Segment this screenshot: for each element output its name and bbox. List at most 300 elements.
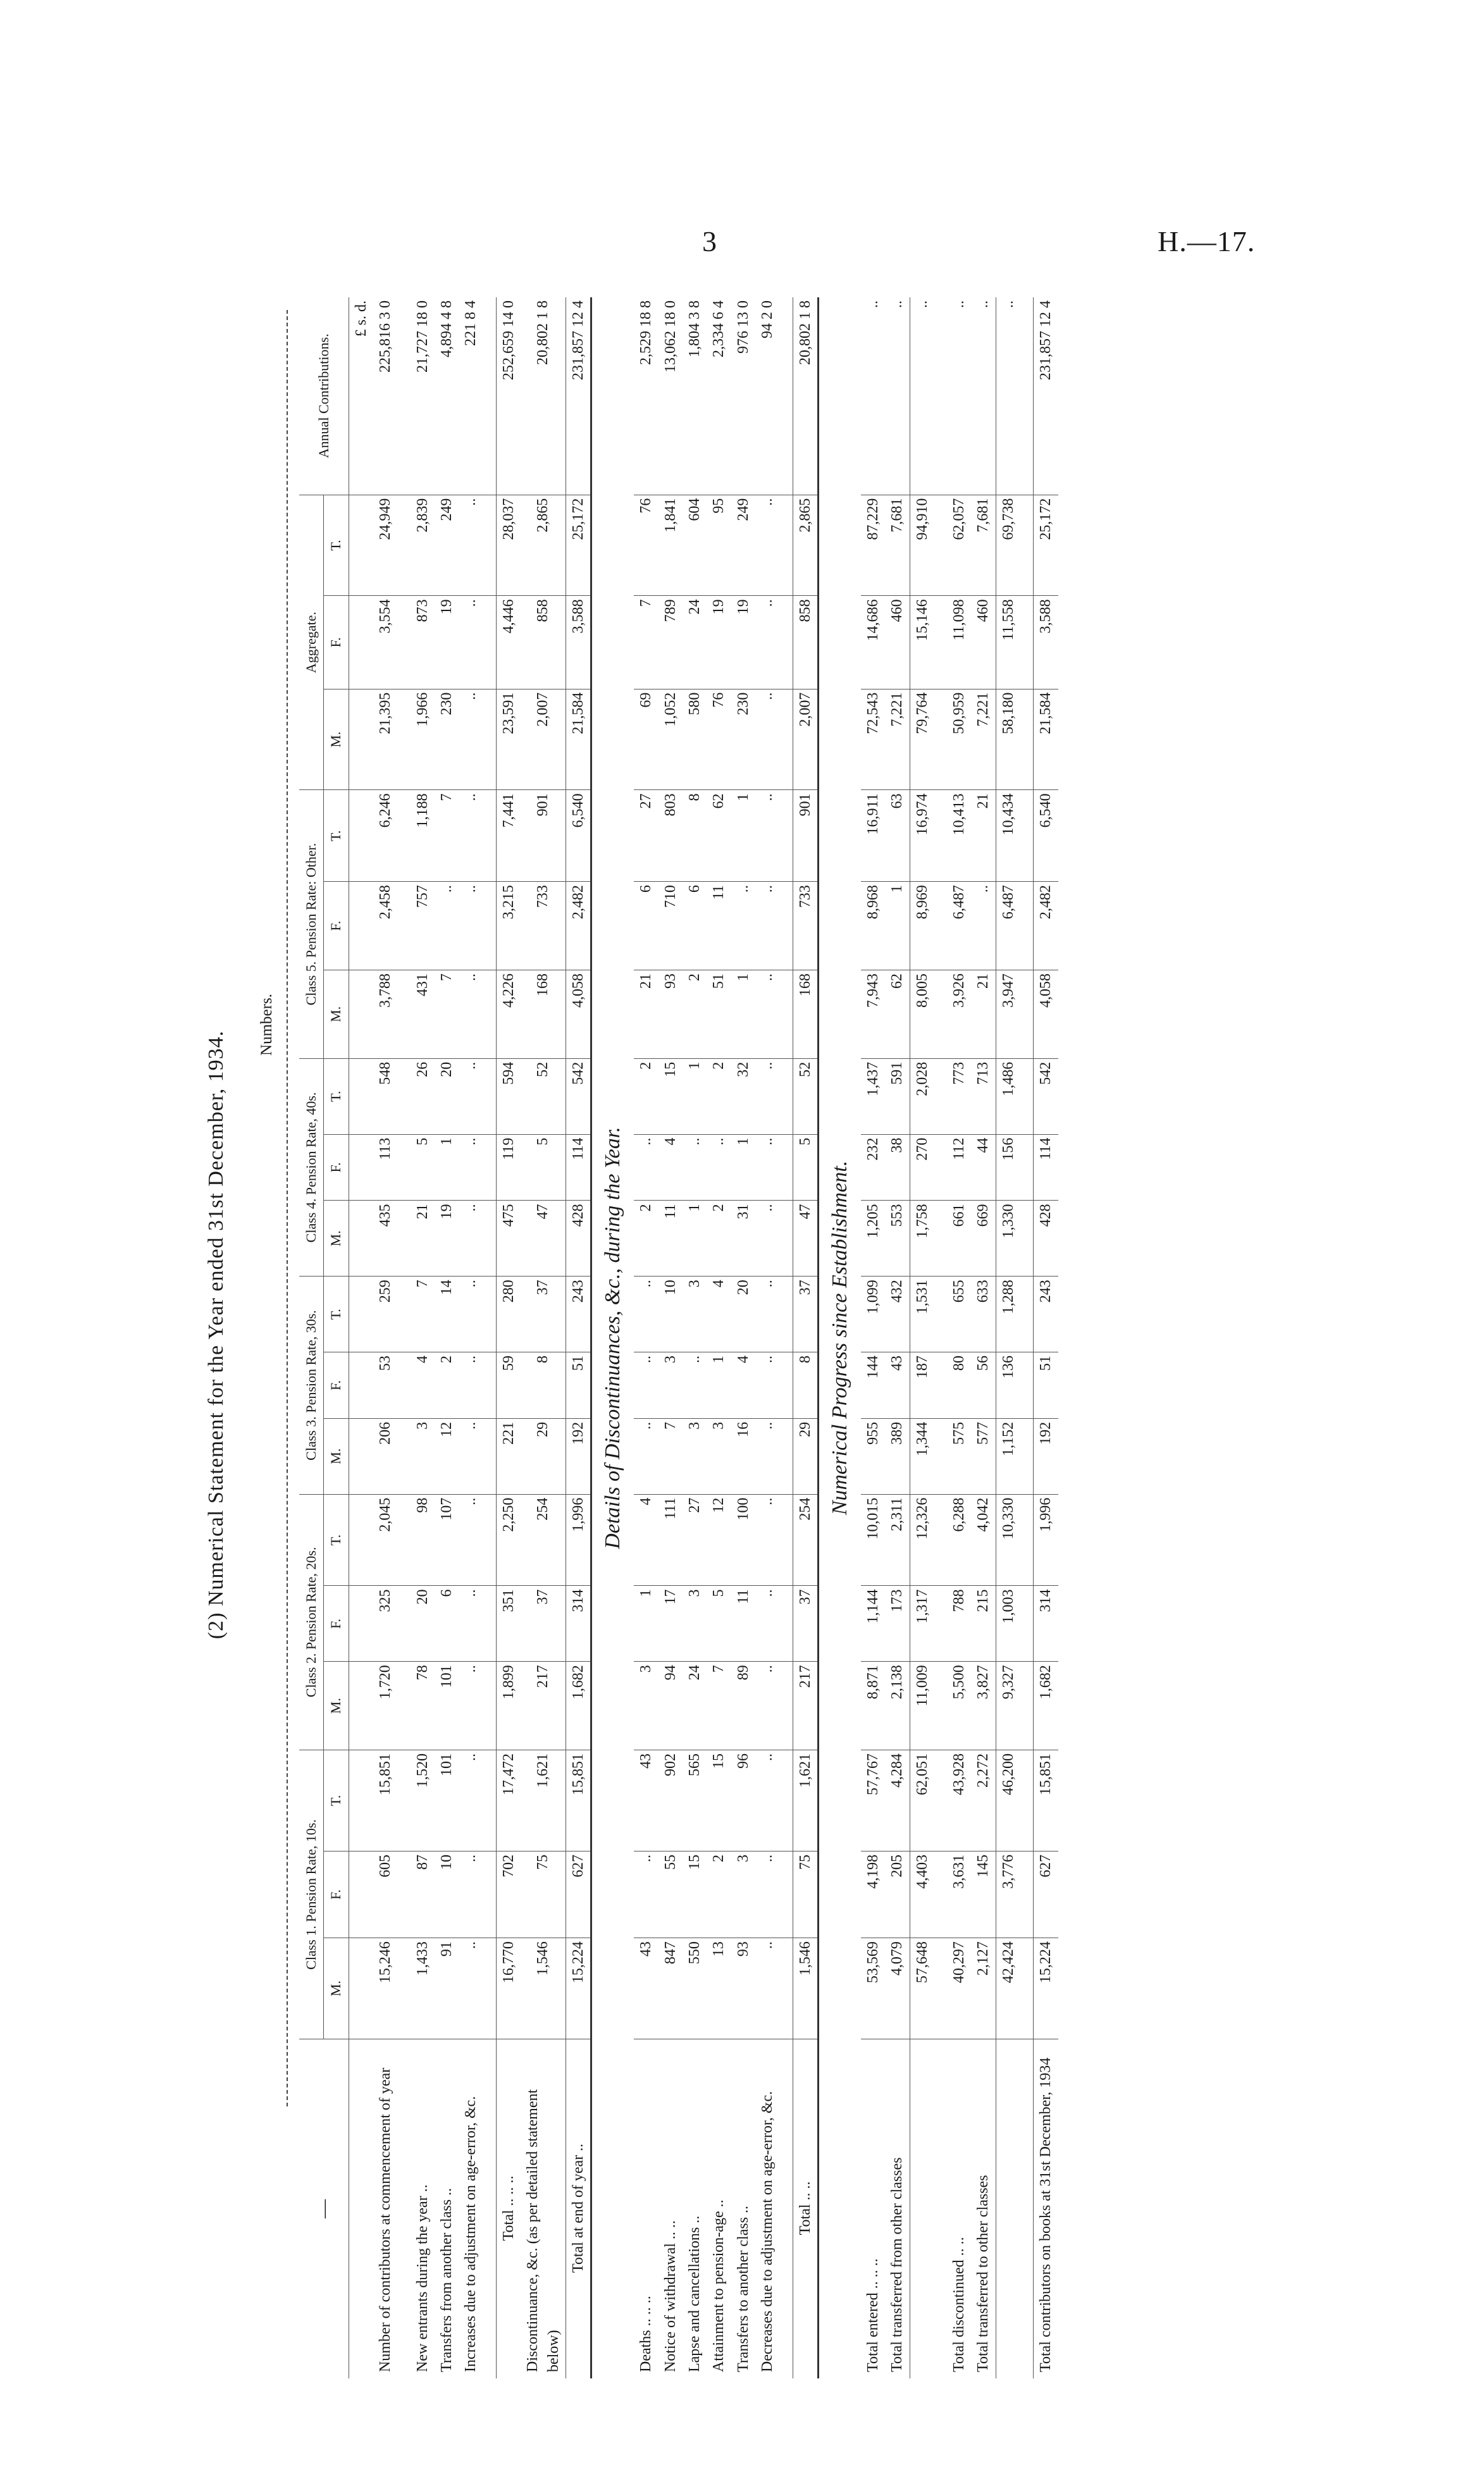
spacer-row: [483, 297, 497, 2378]
value-cell: 19: [435, 1201, 459, 1277]
header-f: F.: [324, 1352, 349, 1419]
table-row-details-total: [793, 297, 818, 2378]
value-cell: 37: [793, 1586, 818, 1662]
value-cell: 37: [793, 1277, 818, 1352]
value-cell: 205: [885, 1851, 910, 1938]
value-cell: 3,588: [566, 596, 591, 689]
value-cell: 32: [731, 1058, 755, 1134]
value-cell: 37: [521, 1586, 566, 1662]
value-cell: ..: [755, 1058, 779, 1134]
value-cell: 7,943: [861, 970, 885, 1058]
value-cell: 2: [707, 1058, 731, 1134]
value-cell: 17: [659, 1586, 683, 1662]
value-cell: 75: [521, 1851, 566, 1938]
table-row-lapse: [683, 297, 707, 2378]
value-cell: 12: [707, 1494, 731, 1586]
value-cell: ..: [755, 1352, 779, 1419]
value-cell: 136: [996, 1352, 1020, 1419]
contribution-cell: 231,857 12 4: [1034, 297, 1058, 495]
table-row-withdrawal: [659, 297, 683, 2378]
value-cell: 4,058: [566, 970, 591, 1058]
row-label: New entrants during the year ..: [414, 2184, 431, 2372]
value-cell: 14: [435, 1277, 459, 1352]
header-m: M.: [324, 1418, 349, 1494]
row-label: Total at end of year ..: [566, 2039, 591, 2378]
header-m: M.: [324, 1662, 349, 1750]
value-cell: 1,003: [996, 1586, 1020, 1662]
value-cell: ..: [755, 1277, 779, 1352]
value-cell: ..: [683, 1134, 707, 1201]
contribution-cell: 4,894 4 8: [435, 297, 459, 495]
contribution-cell: 221 8 4: [459, 297, 483, 495]
header-t: T.: [324, 1058, 349, 1134]
value-cell: 710: [659, 882, 683, 970]
value-cell: 12: [435, 1418, 459, 1494]
value-cell: 475: [496, 1201, 521, 1277]
value-cell: 80: [947, 1352, 971, 1419]
value-cell: 2: [435, 1352, 459, 1419]
value-cell: ..: [755, 970, 779, 1058]
value-cell: 3: [683, 1277, 707, 1352]
value-cell: 232: [861, 1134, 885, 1201]
value-cell: 53: [373, 1352, 397, 1419]
value-cell: 31: [731, 1201, 755, 1277]
value-cell: 15: [707, 1750, 731, 1852]
contribution-cell: ..: [947, 297, 971, 495]
value-cell: 230: [731, 689, 755, 790]
value-cell: 901: [793, 790, 818, 882]
value-cell: 1: [634, 1586, 658, 1662]
value-cell: 1,758: [910, 1201, 934, 1277]
value-cell: 15: [659, 1058, 683, 1134]
value-cell: 69: [634, 689, 658, 790]
value-cell: ..: [459, 1201, 483, 1277]
value-cell: 47: [793, 1201, 818, 1277]
value-cell: 19: [435, 596, 459, 689]
value-cell: 435: [373, 1201, 397, 1277]
value-cell: 38: [885, 1134, 910, 1201]
row-label: Total entered .. .. ..: [864, 2258, 881, 2372]
value-cell: ..: [755, 1750, 779, 1852]
value-cell: 542: [566, 1058, 591, 1134]
value-cell: 55: [659, 1851, 683, 1938]
value-cell: ..: [459, 1058, 483, 1134]
value-cell: 8,005: [910, 970, 934, 1058]
value-cell: 1,486: [996, 1058, 1020, 1134]
section-heading: Numerical Progress since Establishment.: [818, 297, 860, 2378]
value-cell: 79,764: [910, 689, 934, 790]
value-cell: 1: [435, 1134, 459, 1201]
value-cell: 6: [634, 882, 658, 970]
row-label: Lapse and cancellations ..: [686, 2215, 703, 2372]
value-cell: 63: [885, 790, 910, 882]
spacer-row: [1020, 297, 1034, 2378]
value-cell: 580: [683, 689, 707, 790]
value-cell: 21,584: [1034, 689, 1058, 790]
value-cell: 3,926: [947, 970, 971, 1058]
value-cell: 2: [634, 1201, 658, 1277]
value-cell: 460: [971, 596, 996, 689]
value-cell: 901: [521, 790, 566, 882]
table-row-transfers-to: [731, 297, 755, 2378]
document-reference: H.—17.: [1158, 225, 1256, 257]
value-cell: 4: [634, 1494, 658, 1586]
value-cell: 1,546: [793, 1938, 818, 2039]
value-cell: 325: [373, 1586, 397, 1662]
value-cell: 789: [659, 596, 683, 689]
value-cell: 2,311: [885, 1494, 910, 1586]
numerical-statement: [204, 291, 1280, 2378]
row-label: Total discontinued .. ..: [950, 2237, 967, 2372]
value-cell: ..: [459, 1750, 483, 1852]
value-cell: 192: [566, 1418, 591, 1494]
value-cell: ..: [459, 882, 483, 970]
value-cell: 431: [411, 970, 435, 1058]
value-cell: 7,221: [885, 689, 910, 790]
value-cell: 10,330: [996, 1494, 1020, 1586]
value-cell: 1,531: [910, 1277, 934, 1352]
value-cell: 858: [793, 596, 818, 689]
table-row-attainment: [707, 297, 731, 2378]
value-cell: 1,144: [861, 1586, 885, 1662]
table-row-deaths: [634, 297, 658, 2378]
value-cell: 23,591: [496, 689, 521, 790]
value-cell: 5,500: [947, 1662, 971, 1750]
value-cell: 1,433: [411, 1938, 435, 2039]
value-cell: 733: [521, 882, 566, 970]
value-cell: 1,330: [996, 1201, 1020, 1277]
table-row-total-entered: [861, 297, 885, 2378]
table-row-transferred-from: [885, 297, 910, 2378]
value-cell: 3,631: [947, 1851, 971, 1938]
value-cell: 702: [496, 1851, 521, 1938]
header-row-classes: [299, 297, 324, 2378]
value-cell: 21: [411, 1201, 435, 1277]
value-cell: ..: [459, 596, 483, 689]
spacer-row: [934, 297, 947, 2378]
lsd-label: £ s. d.: [349, 297, 373, 495]
value-cell: 62: [885, 970, 910, 1058]
value-cell: ..: [459, 1662, 483, 1750]
value-cell: 3: [659, 1352, 683, 1419]
value-cell: 1,996: [566, 1494, 591, 1586]
value-cell: ..: [755, 882, 779, 970]
header-m: M.: [324, 689, 349, 790]
row-label: Transfers to another class ..: [734, 2205, 751, 2372]
value-cell: 955: [861, 1418, 885, 1494]
value-cell: 217: [793, 1662, 818, 1750]
value-cell: 15,246: [373, 1938, 397, 2039]
value-cell: 351: [496, 1586, 521, 1662]
value-cell: 1,682: [566, 1662, 591, 1750]
value-cell: 51: [707, 970, 731, 1058]
value-cell: 6,246: [373, 790, 397, 882]
value-cell: 254: [793, 1494, 818, 1586]
value-cell: 119: [496, 1134, 521, 1201]
row-label: Notice of withdrawal .. ..: [662, 2220, 679, 2372]
value-cell: 661: [947, 1201, 971, 1277]
value-cell: 7,441: [496, 790, 521, 882]
value-cell: ..: [755, 1851, 779, 1938]
value-cell: 428: [1034, 1201, 1058, 1277]
value-cell: 98: [411, 1494, 435, 1586]
value-cell: 460: [885, 596, 910, 689]
value-cell: 3,554: [373, 596, 397, 689]
value-cell: 101: [435, 1662, 459, 1750]
value-cell: 57,648: [910, 1938, 934, 2039]
value-cell: 259: [373, 1277, 397, 1352]
value-cell: 4,226: [496, 970, 521, 1058]
value-cell: 24: [683, 1662, 707, 1750]
header-m: M.: [324, 1201, 349, 1277]
value-cell: 7: [435, 790, 459, 882]
value-cell: 107: [435, 1494, 459, 1586]
value-cell: 93: [731, 1938, 755, 2039]
value-cell: 2,138: [885, 1662, 910, 1750]
value-cell: 15,224: [566, 1938, 591, 2039]
value-cell: 627: [566, 1851, 591, 1938]
value-cell: 168: [793, 970, 818, 1058]
contribution-cell: 21,727 18 0: [411, 297, 435, 495]
value-cell: ..: [459, 495, 483, 596]
value-cell: 5: [521, 1134, 566, 1201]
value-cell: 10,015: [861, 1494, 885, 1586]
contribution-cell: 225,816 3 0: [373, 297, 397, 495]
header-f: F.: [324, 1134, 349, 1201]
value-cell: 1: [683, 1058, 707, 1134]
table-row-total: [496, 297, 521, 2378]
statement-title: (2) Numerical Statement for the Year ended 31st December, 1934.: [204, 1030, 228, 1640]
value-cell: ..: [731, 882, 755, 970]
section-heading-row: [591, 297, 634, 2378]
value-cell: 192: [1034, 1418, 1058, 1494]
value-cell: 42,424: [996, 1938, 1020, 2039]
value-cell: 21: [971, 970, 996, 1058]
value-cell: 655: [947, 1277, 971, 1352]
value-cell: ..: [755, 1662, 779, 1750]
value-cell: 62,051: [910, 1750, 934, 1852]
value-cell: 62: [707, 790, 731, 882]
statement-body: [349, 297, 1058, 2378]
value-cell: 1,520: [411, 1750, 435, 1852]
value-cell: 8: [521, 1352, 566, 1419]
value-cell: ..: [459, 1494, 483, 1586]
row-label: Attainment to pension-age ..: [710, 2199, 727, 2372]
value-cell: 1,899: [496, 1662, 521, 1750]
value-cell: 1,996: [1034, 1494, 1058, 1586]
value-cell: 94,910: [910, 495, 934, 596]
value-cell: 16: [731, 1418, 755, 1494]
value-cell: ..: [634, 1418, 658, 1494]
value-cell: 3: [411, 1418, 435, 1494]
value-cell: 1,720: [373, 1662, 397, 1750]
value-cell: 168: [521, 970, 566, 1058]
value-cell: 95: [707, 495, 731, 596]
contribution-cell: ..: [910, 297, 934, 495]
value-cell: 6,540: [566, 790, 591, 882]
value-cell: 3: [683, 1418, 707, 1494]
value-cell: ..: [634, 1851, 658, 1938]
value-cell: 93: [659, 970, 683, 1058]
section-heading-row: [818, 297, 860, 2378]
contribution-cell: 252,659 14 0: [496, 297, 521, 495]
value-cell: ..: [459, 1352, 483, 1419]
value-cell: 78: [411, 1662, 435, 1750]
value-cell: 1,317: [910, 1586, 934, 1662]
value-cell: 16,974: [910, 790, 934, 882]
value-cell: 96: [731, 1750, 755, 1852]
value-cell: 52: [521, 1058, 566, 1134]
value-cell: 2,272: [971, 1750, 996, 1852]
value-cell: 2,028: [910, 1058, 934, 1134]
contribution-cell: 13,062 18 0: [659, 297, 683, 495]
row-label: Total .. ..: [793, 2039, 818, 2378]
value-cell: 4: [707, 1277, 731, 1352]
value-cell: ..: [755, 1938, 779, 2039]
lsd-row: [349, 297, 373, 2378]
value-cell: 577: [971, 1418, 996, 1494]
header-f: F.: [324, 596, 349, 689]
value-cell: 43,928: [947, 1750, 971, 1852]
header-class-1: Class 1. Pension Rate, 10s.: [299, 1750, 324, 2039]
value-cell: 2: [634, 1058, 658, 1134]
value-cell: 4,079: [885, 1938, 910, 2039]
value-cell: 3,788: [373, 970, 397, 1058]
table-row-books-total: [1034, 297, 1058, 2378]
value-cell: 2,007: [521, 689, 566, 790]
value-cell: 1: [707, 1352, 731, 1419]
value-cell: 113: [373, 1134, 397, 1201]
value-cell: 215: [971, 1586, 996, 1662]
value-cell: 3: [707, 1418, 731, 1494]
header-contributions: Annual Contributions.: [299, 297, 349, 495]
value-cell: 4,058: [1034, 970, 1058, 1058]
value-cell: 52: [793, 1058, 818, 1134]
value-cell: 1,288: [996, 1277, 1020, 1352]
value-cell: 8: [683, 790, 707, 882]
value-cell: 7: [411, 1277, 435, 1352]
value-cell: 3,947: [996, 970, 1020, 1058]
value-cell: 51: [1034, 1352, 1058, 1419]
value-cell: 1,188: [411, 790, 435, 882]
row-label: Number of contributors at commencement of year: [377, 2067, 394, 2372]
value-cell: ..: [683, 1352, 707, 1419]
table-row-progress-sum2: [996, 297, 1020, 2378]
value-cell: 44: [971, 1134, 996, 1201]
value-cell: 11: [659, 1201, 683, 1277]
value-cell: 221: [496, 1418, 521, 1494]
value-cell: 2,865: [521, 495, 566, 596]
value-cell: 15,224: [1034, 1938, 1058, 2039]
value-cell: ..: [755, 1418, 779, 1494]
value-cell: 6,487: [947, 882, 971, 970]
value-cell: 3,827: [971, 1662, 996, 1750]
value-cell: 21,584: [566, 689, 591, 790]
value-cell: 217: [521, 1662, 566, 1750]
value-cell: 432: [885, 1277, 910, 1352]
value-cell: 17,472: [496, 1750, 521, 1852]
value-cell: 3: [731, 1851, 755, 1938]
header-t: T.: [324, 1277, 349, 1352]
value-cell: 16,770: [496, 1938, 521, 2039]
corner-header: —: [299, 2039, 349, 2378]
value-cell: 1,841: [659, 495, 683, 596]
value-cell: 4: [731, 1352, 755, 1419]
value-cell: ..: [459, 970, 483, 1058]
value-cell: 3,215: [496, 882, 521, 970]
contribution-cell: ..: [971, 297, 996, 495]
row-label: [910, 2039, 934, 2378]
statement-table: [299, 297, 1058, 2378]
value-cell: 1,152: [996, 1418, 1020, 1494]
value-cell: 53,569: [861, 1938, 885, 2039]
value-cell: 1,682: [1034, 1662, 1058, 1750]
value-cell: 2,250: [496, 1494, 521, 1586]
value-cell: 15: [683, 1851, 707, 1938]
contribution-cell: 94 2 0: [755, 297, 779, 495]
value-cell: 542: [1034, 1058, 1058, 1134]
value-cell: ..: [459, 1851, 483, 1938]
value-cell: 2: [683, 970, 707, 1058]
value-cell: 4,042: [971, 1494, 996, 1586]
value-cell: 89: [731, 1662, 755, 1750]
value-cell: ..: [459, 1277, 483, 1352]
value-cell: 733: [793, 882, 818, 970]
row-label: Total .. .. ..: [496, 2039, 521, 2378]
value-cell: 713: [971, 1058, 996, 1134]
value-cell: 7: [659, 1418, 683, 1494]
value-cell: 156: [996, 1134, 1020, 1201]
row-label: Deaths .. .. ..: [638, 2296, 655, 2372]
contribution-cell: 976 13 0: [731, 297, 755, 495]
value-cell: 1: [683, 1201, 707, 1277]
value-cell: 62,057: [947, 495, 971, 596]
value-cell: 8,871: [861, 1662, 885, 1750]
value-cell: 111: [659, 1494, 683, 1586]
value-cell: 25,172: [1034, 495, 1058, 596]
value-cell: 21,395: [373, 689, 397, 790]
value-cell: 144: [861, 1352, 885, 1419]
value-cell: 548: [373, 1058, 397, 1134]
value-cell: ..: [435, 882, 459, 970]
value-cell: 58,180: [996, 689, 1020, 790]
value-cell: 8,969: [910, 882, 934, 970]
value-cell: 591: [885, 1058, 910, 1134]
value-cell: 4,198: [861, 1851, 885, 1938]
value-cell: 40,297: [947, 1938, 971, 2039]
value-cell: 4,403: [910, 1851, 934, 1938]
value-cell: 76: [707, 689, 731, 790]
page-number: 3: [702, 225, 717, 257]
row-label: Total transferred to other classes: [975, 2175, 992, 2372]
header-t: T.: [324, 495, 349, 596]
value-cell: 2,865: [793, 495, 818, 596]
value-cell: 254: [521, 1494, 566, 1586]
value-cell: 1,546: [521, 1938, 566, 2039]
table-row-progress-sum1: [910, 297, 934, 2378]
table-row-transfers-from: [435, 297, 459, 2378]
value-cell: 553: [885, 1201, 910, 1277]
value-cell: 72,543: [861, 689, 885, 790]
value-cell: 9,327: [996, 1662, 1020, 1750]
value-cell: 230: [435, 689, 459, 790]
value-cell: 4: [659, 1134, 683, 1201]
value-cell: 10: [435, 1851, 459, 1938]
value-cell: 7: [435, 970, 459, 1058]
value-cell: 1,205: [861, 1201, 885, 1277]
value-cell: ..: [755, 495, 779, 596]
value-cell: 604: [683, 495, 707, 596]
